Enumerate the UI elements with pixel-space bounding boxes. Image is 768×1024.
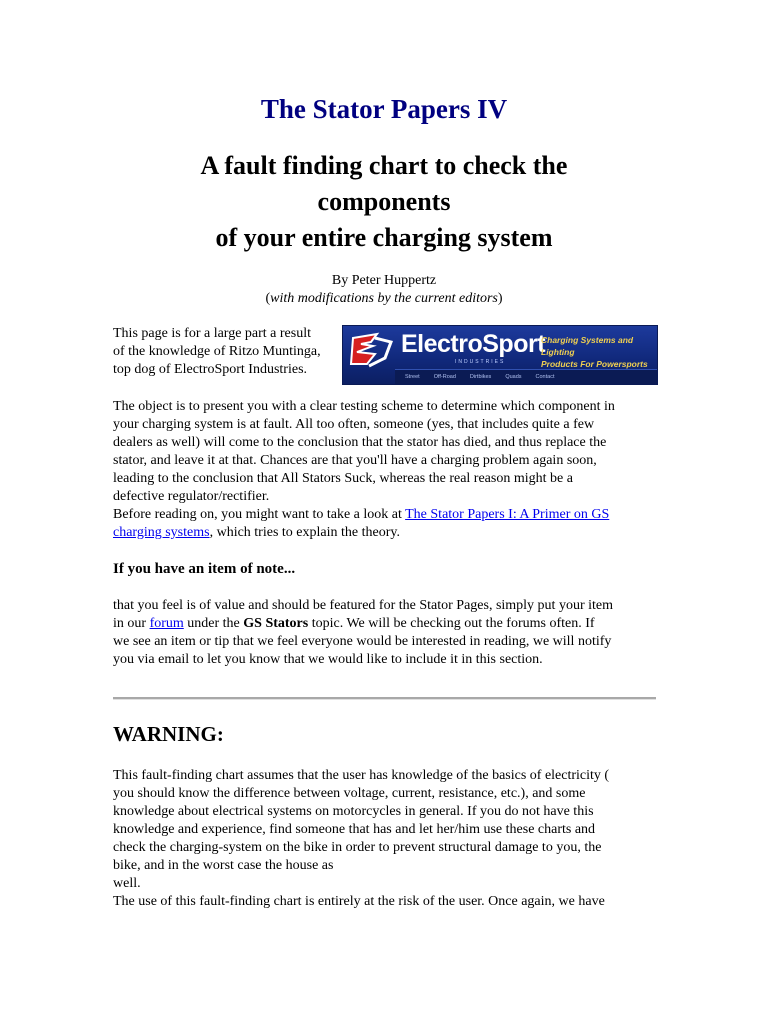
banner-brand: ElectroSport: [401, 330, 546, 358]
intro-line: This page is for a large part a result: [113, 326, 312, 341]
object-paragraph: [113, 398, 658, 542]
banner-nav-item[interactable]: Street: [405, 374, 420, 380]
stator-papers-i-link[interactable]: The Stator Papers I: A Primer on GS: [405, 507, 610, 522]
subtitle-line: of your entire charging system: [215, 223, 553, 252]
byline: [0, 272, 768, 308]
note-line: you via email to let you know that we would like to include it in this section.: [113, 652, 543, 667]
modifications-text: with modifications by the current editors: [270, 291, 498, 306]
after-link-text: , which tries to explain the theory.: [209, 525, 400, 540]
gs-stators-topic: GS Stators: [243, 616, 309, 631]
warning-heading: WARNING:: [113, 722, 224, 746]
subtitle-line: components: [317, 187, 451, 216]
before-reading-text: Before reading on, you might want to take a look at: [113, 507, 406, 522]
object-line: defective regulator/rectifier.: [113, 489, 270, 504]
object-line: stator, and leave it at that. Chances are that you'll have a charging problem again soon,: [113, 453, 597, 468]
warning-line: well.: [113, 876, 141, 891]
subtitle-line: A fault finding chart to check the: [200, 151, 568, 180]
electrosport-logo-icon: [347, 330, 395, 370]
intro-line: of the knowledge of Ritzo Muntinga,: [113, 344, 321, 359]
before-reading-line: [113, 506, 658, 524]
object-line: The object is to present you with a clear testing scheme to determine which component in: [113, 399, 615, 414]
horizontal-divider: [113, 697, 656, 700]
stator-papers-i-link-cont[interactable]: charging systems: [113, 525, 210, 540]
warning-line: you should know the difference between voltage, current, resistance, etc.), and some: [113, 786, 586, 801]
note-line: we see an item or tip that we feel everyone would be interested in reading, we will notify: [113, 634, 612, 649]
banner-brand-sub: INDUSTRIES: [455, 359, 506, 365]
banner-tagline: [541, 334, 655, 370]
warning-paragraph: [113, 767, 658, 911]
before-reading-line-2: [113, 524, 658, 542]
note-line: [113, 615, 658, 633]
note-text: under the: [183, 616, 244, 631]
series-title: The Stator Papers IV: [260, 94, 508, 124]
banner-nav-item[interactable]: Quads: [505, 374, 522, 380]
note-text: topic. We will be checking out the forums often. If: [308, 616, 595, 631]
banner-nav: [395, 369, 657, 384]
object-line: dealers as well) will come to the conclusion that the stator has died, and thus replace the: [113, 435, 607, 450]
author: By Peter Huppertz: [331, 273, 437, 288]
tagline-line: Charging Systems and Lighting: [541, 335, 634, 357]
banner-nav-item[interactable]: Off-Road: [433, 374, 456, 380]
note-text: in our: [113, 616, 150, 631]
object-line: leading to the conclusion that All Stators Suck, whereas the real reason might be a: [113, 471, 573, 486]
warning-line: check the charging-system on the bike in order to prevent structural damage to you, the: [113, 840, 602, 855]
forum-link[interactable]: forum: [149, 616, 184, 631]
item-of-note-heading: If you have an item of note...: [113, 561, 296, 577]
warning-line: The use of this fault-finding chart is entirely at the risk of the user. Once again, we have: [113, 894, 605, 909]
warning-line: bike, and in the worst case the house as: [113, 858, 334, 873]
object-line: your charging system is at fault. All too often, someone (yes, that includes quite a few: [113, 417, 595, 432]
banner-nav-item[interactable]: Dirtbikes: [469, 374, 492, 380]
electrosport-banner[interactable]: [342, 325, 658, 385]
modifications-note: (with modifications by the current editors): [265, 291, 503, 306]
item-of-note-paragraph: [113, 597, 658, 669]
warning-line: knowledge and experience, find someone that has and let her/him use these charts and: [113, 822, 596, 837]
tagline-line: Products For Powersports: [541, 359, 648, 369]
warning-line: knowledge about electrical systems on motorcycles in general. If you do not have this: [113, 804, 594, 819]
note-line: that you feel is of value and should be featured for the Stator Pages, simply put your item: [113, 598, 613, 613]
warning-line: This fault-finding chart assumes that the user has knowledge of the basics of electricity (: [113, 768, 610, 783]
page-subtitle: [120, 148, 648, 256]
intro-line: top dog of ElectroSport Industries.: [113, 362, 308, 377]
banner-nav-item[interactable]: Contact: [535, 374, 555, 380]
intro-paragraph: [113, 325, 343, 379]
